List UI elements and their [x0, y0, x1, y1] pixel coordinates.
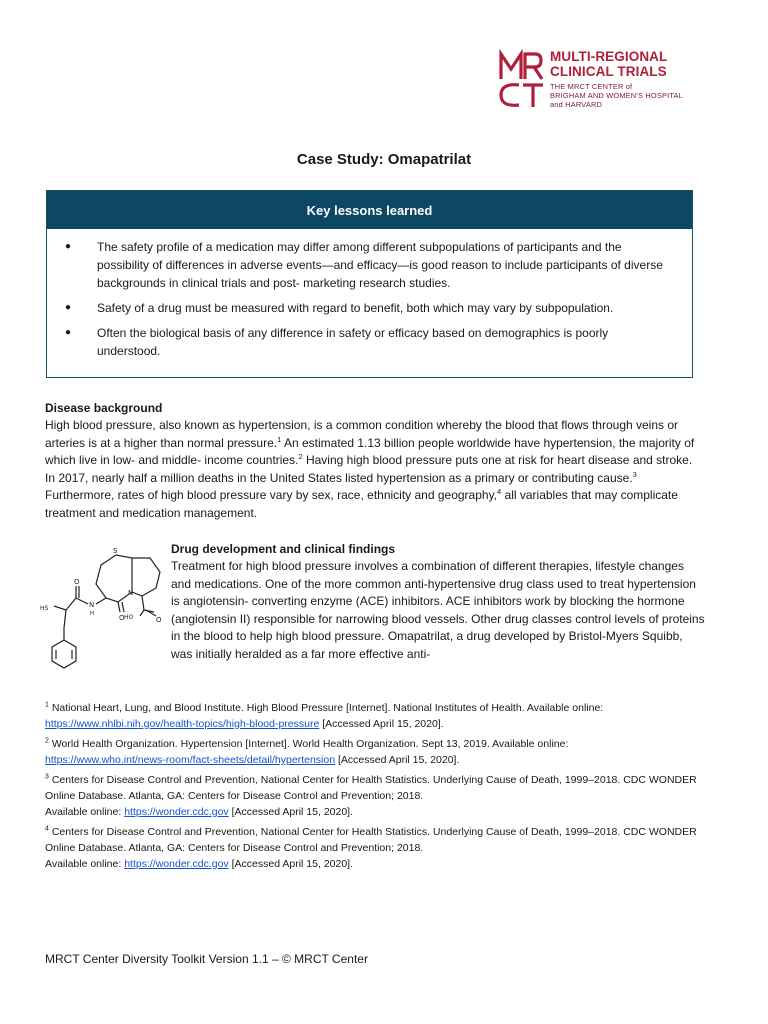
logo-subtitle [550, 82, 683, 109]
footnotes [45, 700, 725, 876]
logo-title-line1: MULTI-REGIONAL [550, 49, 668, 64]
atom-label: HO [124, 614, 134, 621]
mrct-logo-mark-icon [498, 49, 544, 109]
footnote-number: 1 [45, 701, 49, 709]
footnote-accessed: [Accessed April 15, 2020]. [228, 858, 354, 870]
drug-development-paragraph: Treatment for high blood pressure involves a combination of different therapies, lifestyle changes and medications. One of the more common anti-hypertensive drug class used to treat hypertension is angiotensin- converting enzyme (ACE) inhibitors. ACE inhibitors work by blocking the hormone (angiotensin II) responsible for narrowing blood vessels. Other drug classes control levels of proteins in the blood to help high blood pressure. Omapatrilat, a drug developed by Bristol-Myers Squibb, was initially heralded as a far more effective anti- [171, 559, 705, 661]
footnote-link[interactable]: https://www.nhlbi.nih.gov/health-topics/high-blood-pressure [45, 718, 320, 730]
footnote-1 [45, 700, 725, 732]
footnote-text: Centers for Disease Control and Prevention, National Center for Health Statistics. Underlying Cause of Death, 1999–2018. CDC WONDER Online Database. Atlanta, GA: Centers for Disease Control and Prevention; 2018. [45, 774, 697, 802]
footnote-link[interactable]: https://www.who.int/news-room/fact-sheets/detail/hypertension [45, 754, 336, 766]
paragraph-text: Having high blood pressure puts one at risk for heart disease and stroke. In 2017, nearly half a million deaths in the United States listed hypertension as a primary or contributing cause. [45, 453, 693, 485]
atom-label: O [119, 614, 125, 622]
footnote-text: World Health Organization. Hypertension [Internet]. World Health Organization. Sept 13, 2019. Available online: [48, 738, 569, 750]
footnote-link[interactable]: https://wonder.cdc.gov [124, 858, 229, 870]
footnote-3 [45, 772, 725, 820]
lesson-text: Often the biological basis of any difference in safety or efficacy based on demographics is poorly understood. [97, 326, 609, 358]
list-item [65, 238, 672, 292]
footnote-accessed: [Accessed April 15, 2020]. [319, 718, 444, 730]
paragraph-text: Furthermore, rates of high blood pressure vary by sex, race, ethnicity and geography, [45, 488, 498, 502]
drug-development-heading: Drug development and clinical findings [171, 542, 396, 556]
paragraph-text: High blood pressure, also known as hypertension, is a common condition whereby the blood that flows through veins or arteries is at a higher than normal pressure. [45, 418, 679, 450]
atom-label: N [89, 601, 95, 609]
disease-background-heading: Disease background [45, 401, 163, 415]
key-lessons-header: Key lessons learned [47, 191, 692, 229]
atom-label: HS [40, 605, 49, 612]
list-item [65, 324, 672, 360]
disease-background-paragraph [45, 417, 705, 522]
lesson-text: The safety profile of a medication may differ among different subpopulations of participants and the possibility of differences in adverse events—and efficacy—is good reason to include participants of diverse backgrounds in clinical trials and post- marketing research studies. [97, 240, 663, 290]
atom-label: S [113, 547, 118, 555]
logo-text [550, 49, 683, 109]
page-title: Case Study: Omapatrilat [296, 151, 472, 168]
key-lessons-box [46, 190, 693, 378]
paragraph-text: An estimated 1.13 billion people worldwide have hypertension, the majority of which live in low- and middle- income countries. [45, 435, 695, 467]
footnote-available: Available online: [45, 806, 125, 818]
bullet-icon: ● [65, 327, 72, 338]
drug-development-section [171, 541, 706, 663]
logo-title-line2: CLINICAL TRIALS [550, 64, 667, 79]
disease-background-section [45, 400, 705, 522]
footnote-number: 4 [45, 825, 49, 833]
atom-label: O [156, 616, 162, 624]
footnote-4 [45, 824, 725, 872]
omapatrilat-structure-diagram [36, 540, 166, 680]
lesson-text: Safety of a drug must be measured with regard to benefit, both which may vary by subpopulation. [97, 301, 614, 315]
footnote-available: Available online: [45, 858, 125, 870]
footnote-ref[interactable]: 1 [277, 434, 282, 444]
atom-label: H [90, 611, 95, 617]
footnote-accessed: [Accessed April 15, 2020]. [335, 754, 460, 766]
footnote-ref[interactable]: 2 [298, 452, 303, 461]
mrct-logo [498, 46, 728, 116]
footnote-accessed: [Accessed April 15, 2020]. [228, 806, 354, 818]
footnote-number: 3 [45, 773, 49, 781]
paragraph-text: all variables that may complicate treatment and medication management. [45, 488, 678, 520]
logo-subtitle-line3: and HARVARD [550, 100, 603, 109]
footnote-ref[interactable]: 4 [497, 487, 502, 496]
key-lessons-list [47, 229, 692, 360]
footnote-text: Centers for Disease Control and Prevention, National Center for Health Statistics. Underlying Cause of Death, 1999–2018. CDC WONDER Online Database. Atlanta, GA: Centers for Disease Control and Prevention; 2018. [45, 826, 697, 854]
bullet-icon: ● [65, 241, 72, 252]
footnote-number: 2 [45, 737, 49, 745]
footnote-text: National Heart, Lung, and Blood Institute. High Blood Pressure [Internet]. National Institutes of Health. Available online: [48, 702, 604, 714]
footnote-link[interactable]: https://wonder.cdc.gov [124, 806, 229, 818]
footnote-2 [45, 736, 725, 768]
footnote-ref[interactable]: 3 [632, 469, 637, 479]
atom-label: N [128, 589, 134, 597]
bullet-icon: ● [65, 302, 72, 313]
logo-subtitle-line2: BRIGHAM AND WOMEN'S HOSPITAL [550, 91, 683, 100]
logo-subtitle-line1: THE MRCT CENTER of [550, 82, 633, 91]
page-footer: MRCT Center Diversity Toolkit Version 1.1 – © MRCT Center [45, 952, 368, 966]
atom-label: O [74, 578, 80, 586]
list-item [65, 299, 672, 317]
